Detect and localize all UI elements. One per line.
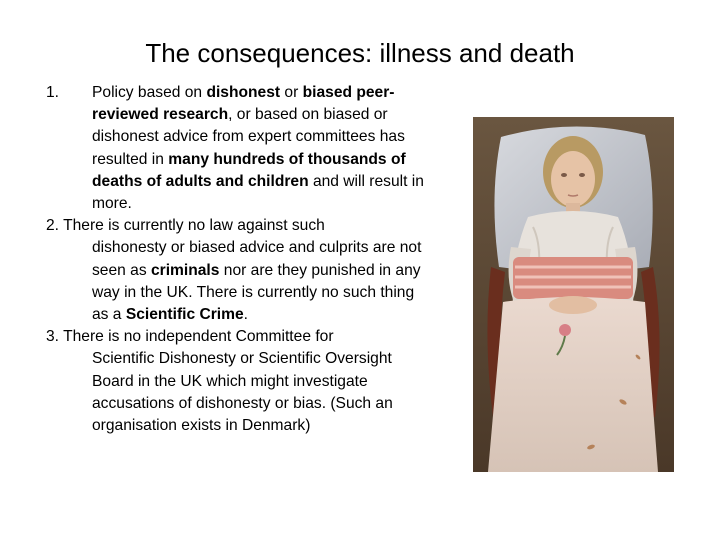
bold-segment: Scientific Crime bbox=[125, 306, 244, 324]
painting-sick-girl bbox=[473, 117, 674, 472]
item-number: 1. bbox=[46, 84, 60, 101]
eye-right bbox=[579, 173, 585, 177]
list-item bbox=[46, 82, 424, 215]
item-text bbox=[46, 237, 424, 326]
bold-segment: many hundreds of thousands of deaths of adults and children bbox=[92, 150, 406, 190]
bold-segment: criminals bbox=[150, 261, 220, 279]
item-text bbox=[92, 84, 424, 212]
item-text bbox=[46, 348, 424, 437]
rose bbox=[559, 324, 571, 336]
eye-left bbox=[561, 173, 567, 177]
text-segment: Policy based on bbox=[92, 84, 207, 101]
item-first-line: There is no independent Committee for bbox=[63, 328, 334, 346]
list-item bbox=[46, 326, 424, 437]
text-segment: . bbox=[243, 306, 249, 324]
bold-segment: biased peer- reviewed research bbox=[92, 84, 395, 124]
blanket bbox=[488, 297, 658, 472]
hands bbox=[549, 296, 597, 314]
item-number: 3. bbox=[46, 328, 60, 346]
body-text bbox=[46, 82, 424, 437]
text-segment: Scientific Dishonesty or Scientific Oversight Board in the UK which might investigate accusations of dishonesty or bias. (Such an organisation exists in Denmark) bbox=[92, 350, 393, 435]
painting-image bbox=[473, 117, 674, 472]
bold-segment: dishonest bbox=[206, 84, 281, 101]
text-segment: nor are they punished in any way in the UK. There is currently no such thing as a bbox=[92, 261, 421, 324]
item-first-line: There is currently no law against such bbox=[63, 217, 325, 235]
slide-title: The consequences: illness and death bbox=[145, 38, 575, 68]
face bbox=[551, 151, 595, 207]
text-segment: or bbox=[280, 84, 303, 101]
text-segment: dishonesty or biased advice and culprits are not seen as bbox=[92, 239, 422, 279]
item-number: 2. bbox=[46, 217, 60, 235]
text-segment: and will result in more. bbox=[92, 172, 424, 213]
list-item bbox=[46, 215, 424, 326]
text-segment: , or based on biased or dishonest advice from expert committees has resulted in bbox=[92, 106, 405, 168]
